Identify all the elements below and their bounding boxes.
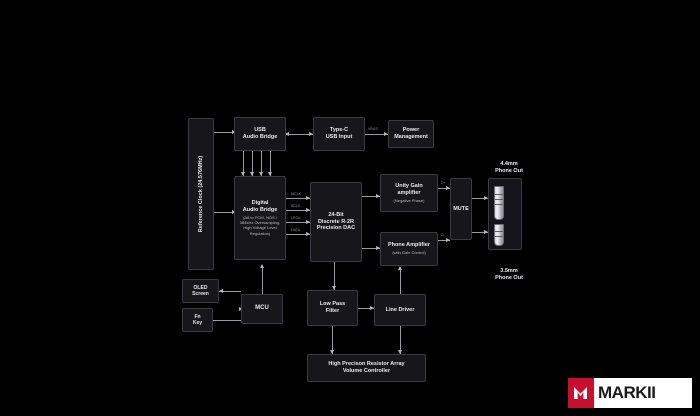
block-resistor-array-volume-controller[interactable]: [307, 354, 426, 382]
tag-db-dac-3: LRCK: [291, 216, 301, 220]
block-oled-screen[interactable]: [182, 279, 219, 303]
block-mute-label: MUTE: [453, 205, 469, 212]
conn-clock-digitalbridge: [214, 212, 234, 213]
block-phone-amplifier[interactable]: [380, 232, 438, 266]
block-dac-line2: Discrete R-2R: [317, 218, 355, 225]
jack-ring-b: [495, 199, 503, 200]
watermark-mark-icon: [568, 378, 594, 408]
block-low-pass-line2: Filter: [325, 308, 340, 314]
block-resistor-line1: High Precison Resistor Array: [328, 361, 405, 368]
output-label-4-4mm: [478, 161, 540, 176]
block-reference-clock[interactable]: [188, 118, 214, 270]
block-usb-audio-bridge-line1: USB: [254, 127, 266, 134]
jack-ring-e: [495, 236, 503, 237]
block-fn-key-line1: Fn: [194, 313, 201, 320]
block-low-pass-filter[interactable]: [307, 290, 358, 326]
conn-clock-usbbridge: [214, 132, 234, 133]
phone-jack-4-4mm: [494, 186, 504, 220]
block-oled-line1: OLED: [193, 284, 208, 291]
arrow-linedriver-amps: [398, 266, 402, 270]
arrow-oled-mcu: [219, 289, 223, 293]
block-unity-gain-line2: amplifier: [397, 189, 421, 196]
jack-ring-d: [495, 231, 503, 232]
block-digital-bridge-line1: Digital: [251, 200, 269, 207]
jack-ring-c: [495, 204, 503, 205]
conn-mcu-digitalbridge: [262, 266, 263, 294]
watermark-text: MARKII: [598, 383, 656, 402]
block-mcu-label: MCU: [255, 305, 269, 312]
output-label-3-5mm: [478, 268, 540, 283]
block-r2r-dac[interactable]: [310, 182, 362, 262]
output-4-4mm-line1: 4.4mm: [500, 161, 518, 167]
tag-vbus: VBUS: [368, 127, 378, 131]
block-phone-amp-line1: Phone Amplifier: [388, 242, 430, 249]
block-usb-audio-bridge-line2: Audio Bridge: [242, 134, 278, 140]
watermark-logo: [568, 378, 692, 408]
tag-db-dac-1: MCLK: [291, 192, 301, 196]
jack-ring-a: [495, 194, 503, 195]
output-4-4mm-line2: Phone Out: [495, 168, 523, 175]
block-phone-amp-sub: (with Gain Control): [392, 250, 426, 256]
block-line-driver[interactable]: [374, 294, 426, 326]
conn-fnkey-mcu: [213, 320, 241, 321]
block-power-line1: Power: [402, 127, 420, 134]
tag-dplus: D+: [441, 181, 446, 185]
block-power-management[interactable]: [388, 120, 434, 148]
block-digital-audio-bridge[interactable]: [234, 176, 286, 260]
tag-db-dac-4: DATA: [291, 228, 301, 232]
block-usb-audio-bridge[interactable]: [234, 117, 286, 151]
block-power-line2: Management: [394, 134, 428, 140]
block-low-pass-line1: Low Pass: [319, 301, 346, 308]
block-fn-key-line2: Key: [192, 320, 203, 326]
block-reference-clock-label: Reference Clock (24.576MHz): [198, 155, 204, 233]
block-digital-bridge-line2: Audio Bridge: [242, 207, 278, 214]
conn-linedriver-amps: [400, 268, 401, 294]
block-mute[interactable]: [450, 178, 472, 240]
block-unity-gain-amplifier[interactable]: [380, 174, 438, 212]
block-line-driver-label: Line Driver: [385, 306, 415, 313]
tag-dminus: D-: [441, 233, 445, 237]
output-3-5mm-line2: Phone Out: [495, 275, 523, 282]
block-unity-gain-line1: Unity Gain: [395, 183, 423, 190]
output-3-5mm-line1: 3.5mm: [500, 268, 518, 274]
block-type-c-line1: Type-C: [329, 127, 349, 134]
block-type-c-line2: USB Input: [325, 134, 353, 140]
block-mcu[interactable]: [241, 294, 283, 324]
block-digital-bridge-sub: (A8 to PCM, NOS / 384kHz Oversampling, High Voltage Level Regulation): [239, 215, 281, 236]
block-unity-gain-sub: (Negative Phase): [393, 197, 425, 203]
phone-jack-3-5mm: [494, 224, 504, 246]
tag-db-dac-2: BCLK: [291, 204, 301, 208]
block-dac-line1: 24-Bit: [328, 211, 344, 218]
block-dac-line3: Precision DAC: [316, 225, 356, 232]
block-fn-key[interactable]: [182, 308, 213, 332]
arrow-mcu-digitalbridge: [260, 264, 264, 268]
block-oled-line2: Screen: [192, 291, 209, 297]
block-type-c-usb-input[interactable]: [313, 117, 365, 151]
block-resistor-line2: Volume Controller: [342, 368, 391, 374]
